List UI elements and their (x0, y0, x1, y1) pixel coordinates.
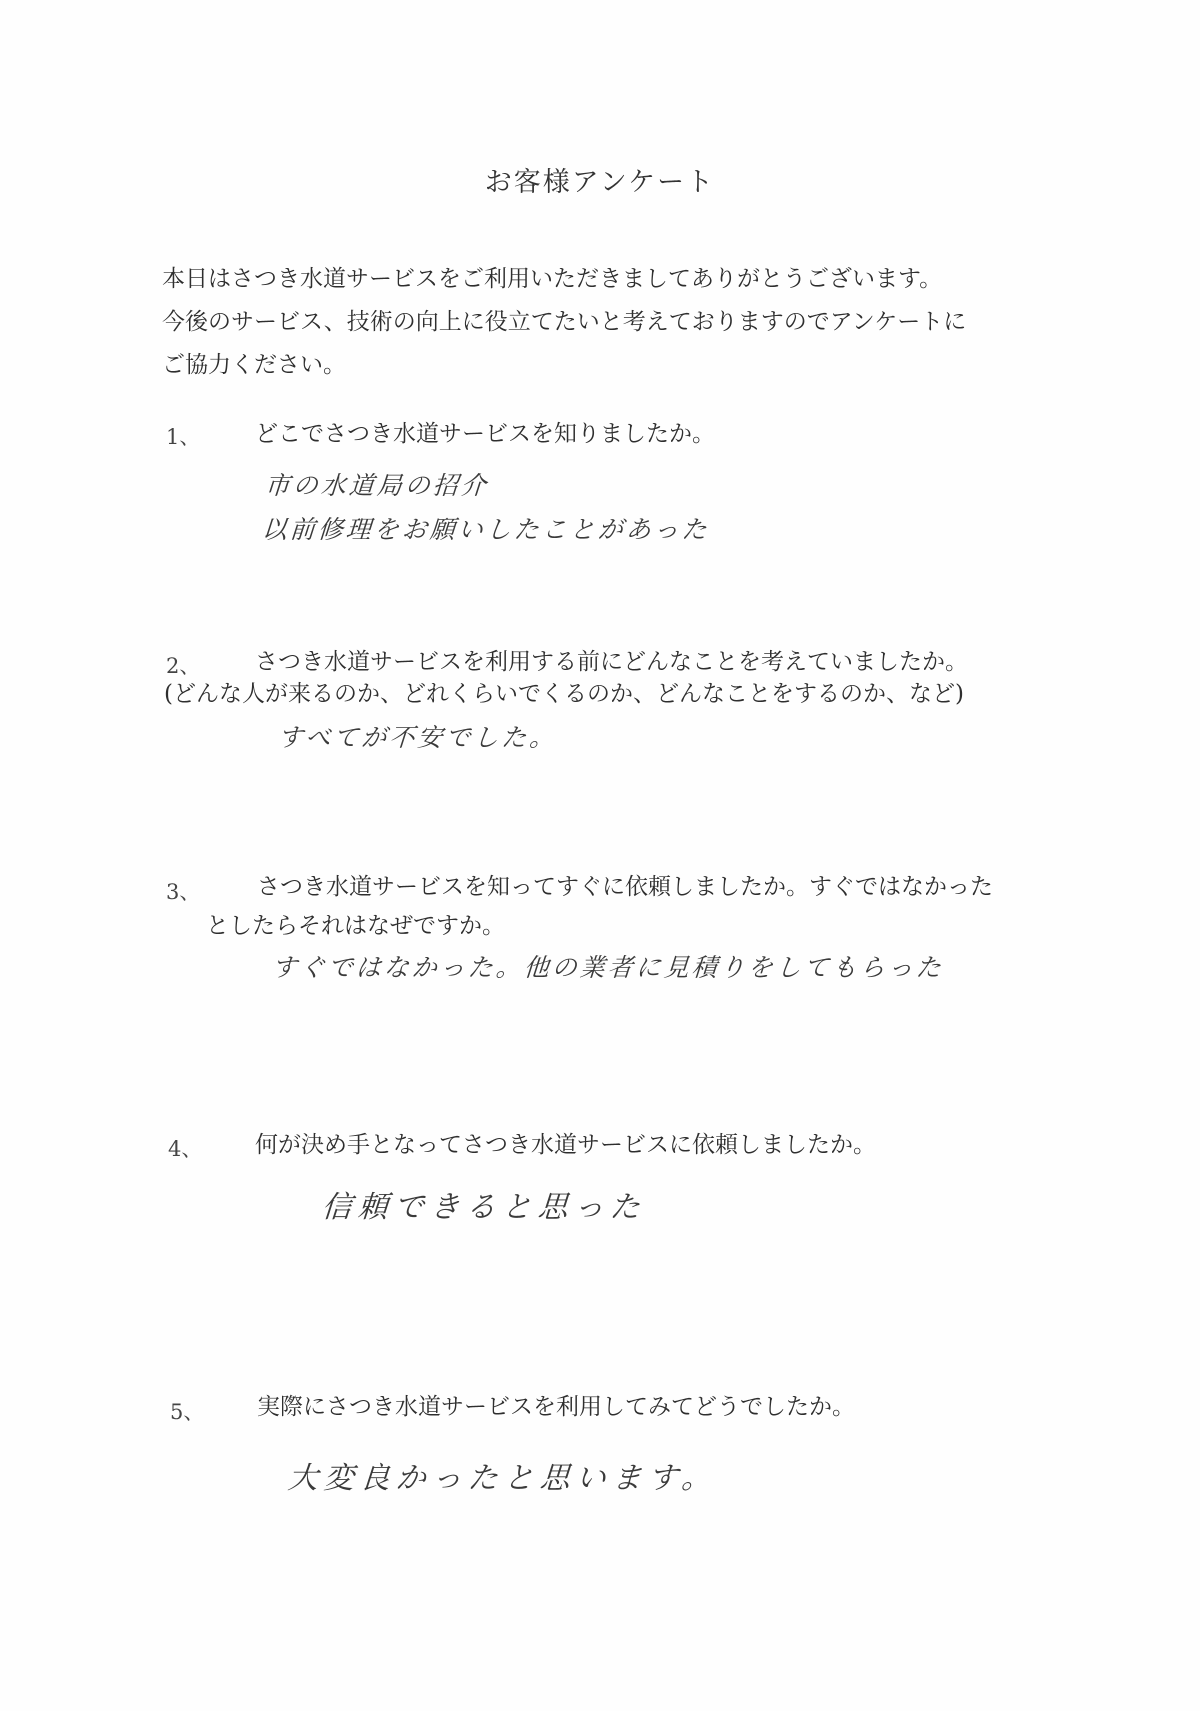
question-3-text-line-2: としたらそれはなぜですか。 (206, 913, 505, 939)
question-4-answer: 信頼できると思った (320, 1190, 647, 1225)
question-4-number: 4、 (168, 1137, 203, 1161)
intro-line-3: ご協力ください。 (162, 352, 346, 378)
intro-line-1: 本日はさつき水道サービスをご利用いただきましてありがとうございます。 (162, 266, 943, 292)
question-3-text-line-1: さつき水道サービスを知ってすぐに依頼しましたか。すぐではなかった (257, 874, 993, 900)
question-2-answer: すべてが不安でした。 (276, 723, 559, 752)
question-4-text: 何が決め手となってさつき水道サービスに依頼しましたか。 (255, 1132, 876, 1158)
question-5-answer: 大変良かったと思います。 (286, 1461, 719, 1496)
question-1-text: どこでさつき水道サービスを知りましたか。 (255, 421, 715, 447)
intro-line-2: 今後のサービス、技術の向上に役立てたいと考えておりますのでアンケートに (162, 309, 967, 335)
question-2-text-line-2: (どんな人が来るのか、どれくらいでくるのか、どんなことをするのか、など) (164, 681, 964, 707)
question-5-text: 実際にさつき水道サービスを利用してみてどうでしたか。 (257, 1394, 855, 1420)
question-1-answer-line-2: 以前修理をお願いしたことがあった (260, 515, 711, 544)
page-title: お客様アンケート (484, 167, 716, 198)
question-2-text-line-1: さつき水道サービスを利用する前にどんなことを考えていましたか。 (255, 649, 968, 675)
question-3-number: 3、 (166, 880, 201, 904)
question-3-answer: すぐではなかった。他の業者に見積りをしてもらった (270, 953, 945, 982)
question-5-number: 5、 (170, 1400, 205, 1424)
question-2-number: 2、 (166, 654, 201, 678)
question-1-answer-line-1: 市の水道局の招介 (263, 471, 490, 500)
question-1-number: 1、 (166, 425, 201, 449)
